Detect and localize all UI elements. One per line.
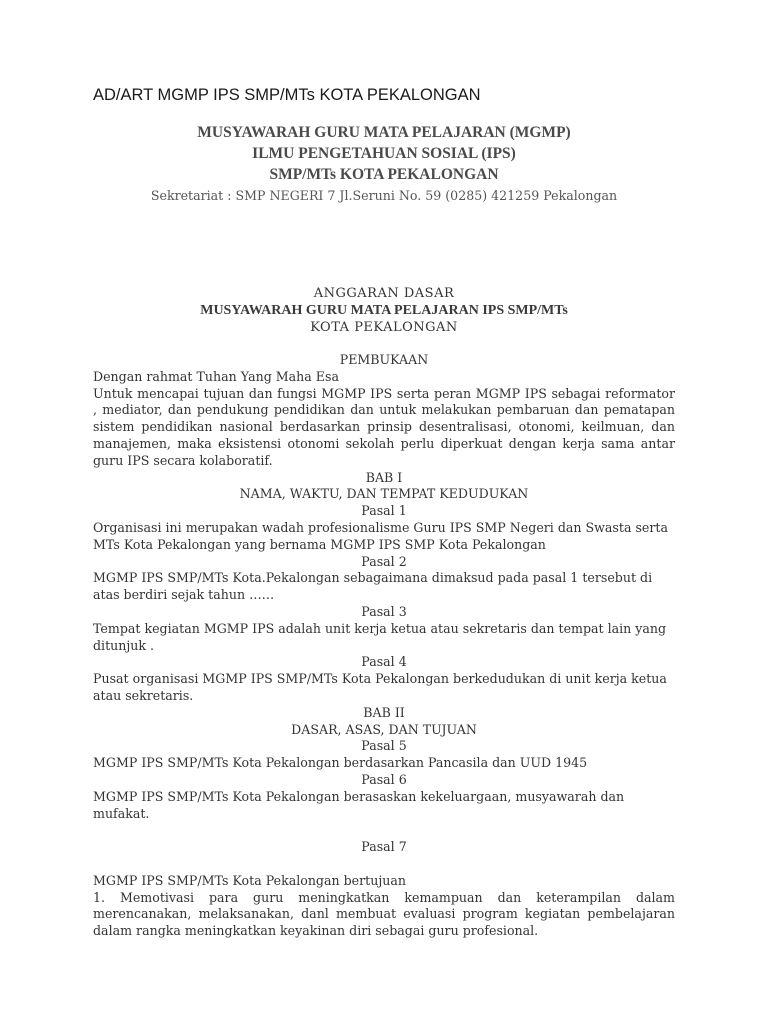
pasal2-label: Pasal 2 (361, 553, 407, 569)
ad-heading: ANGGARAN DASAR (313, 286, 455, 301)
pasal6-label: Pasal 6 (361, 771, 407, 787)
pembukaan-heading: PEMBUKAAN (339, 352, 429, 367)
document-title: AD/ART MGMP IPS SMP/MTs KOTA PEKALONGAN (93, 86, 481, 104)
letterhead-subject: ILMU PENGETAHUAN SOSIAL (IPS) (252, 145, 516, 162)
pasal1-label: Pasal 1 (361, 503, 407, 519)
ad-region: KOTA PEKALONGAN (310, 319, 458, 335)
spacer (93, 822, 675, 839)
document-body (93, 352, 675, 940)
pasal7-intro: MGMP IPS SMP/MTs Kota Pekalongan bertujuan (93, 872, 406, 888)
pasal1-text: Organisasi ini merupakan wadah profesionalisme Guru IPS SMP Negeri dan Swasta serta MTs Kota Pekalongan yang bernama MGMP IPS SMP Kota Pekalongan (93, 519, 668, 552)
pasal7-label: Pasal 7 (361, 839, 407, 855)
pasal2-text: MGMP IPS SMP/MTs Kota.Pekalongan sebagaimana dimaksud pada pasal 1 tersebut di atas berdiri sejak tahun …… (93, 570, 653, 603)
pembukaan-text: Untuk mencapai tujuan dan fungsi MGMP IPS serta peran MGMP IPS sebagai reformator , mediator, dan pendukung pendidikan dan untuk melakukan pembaruan dan pematapan sistem pendidikan nasional berdasarkan prinsip desentralisasi, otonomi, keilmuan, dan manajemen, maka eksistensi otonomi sekolah perlu diperkuat dengan kerja sama antar guru IPS secara kolaboratif. (93, 385, 675, 468)
bab1-label: BAB I (365, 469, 403, 485)
letterhead (93, 122, 675, 205)
letterhead-region: SMP/MTs KOTA PEKALONGAN (269, 166, 499, 183)
pembukaan-greeting: Dengan rahmat Tuhan Yang Maha Esa (93, 368, 339, 384)
pasal7-item-1: 1. Memotivasi para guru meningkatkan kemampuan dan keterampilan dalam merencanakan, melaksanakan, danl membuat evaluasi program kegiatan pembelajaran dalam rangka meningkatkan keyakinan diri sebagai guru profesional. (93, 889, 675, 939)
anggaran-dasar-header (93, 286, 675, 336)
bab2-title: DASAR, ASAS, DAN TUJUAN (291, 721, 477, 737)
pasal4-label: Pasal 4 (361, 654, 407, 670)
letterhead-secretariat: Sekretariat : SMP NEGERI 7 Jl.Seruni No. 59 (0285) 421259 Pekalongan (150, 188, 618, 203)
bab1-title: NAMA, WAKTU, DAN TEMPAT KEDUDUKAN (239, 486, 529, 502)
letterhead-org-name: MUSYAWARAH GURU MATA PELAJARAN (MGMP) (197, 124, 571, 141)
pasal5-label: Pasal 5 (361, 738, 407, 754)
pasal4-text: Pusat organisasi MGMP IPS SMP/MTs Kota Pekalongan berkedudukan di unit kerja ketua atau sekretaris. (93, 671, 667, 703)
pasal3-label: Pasal 3 (361, 603, 407, 619)
pasal5-text: MGMP IPS SMP/MTs Kota Pekalongan berdasarkan Pancasila dan UUD 1945 (93, 755, 588, 771)
pasal3-text: Tempat kegiatan MGMP IPS adalah unit kerja ketua atau sekretaris dan tempat lain yang ditunjuk . (93, 620, 667, 653)
spacer (93, 856, 675, 873)
bab2-label: BAB II (363, 704, 405, 720)
ad-org-name: MUSYAWARAH GURU MATA PELAJARAN IPS SMP/MTs (200, 302, 568, 318)
pasal6-text: MGMP IPS SMP/MTs Kota Pekalongan berasaskan kekeluargaan, musyawarah dan mufakat. (93, 788, 625, 821)
